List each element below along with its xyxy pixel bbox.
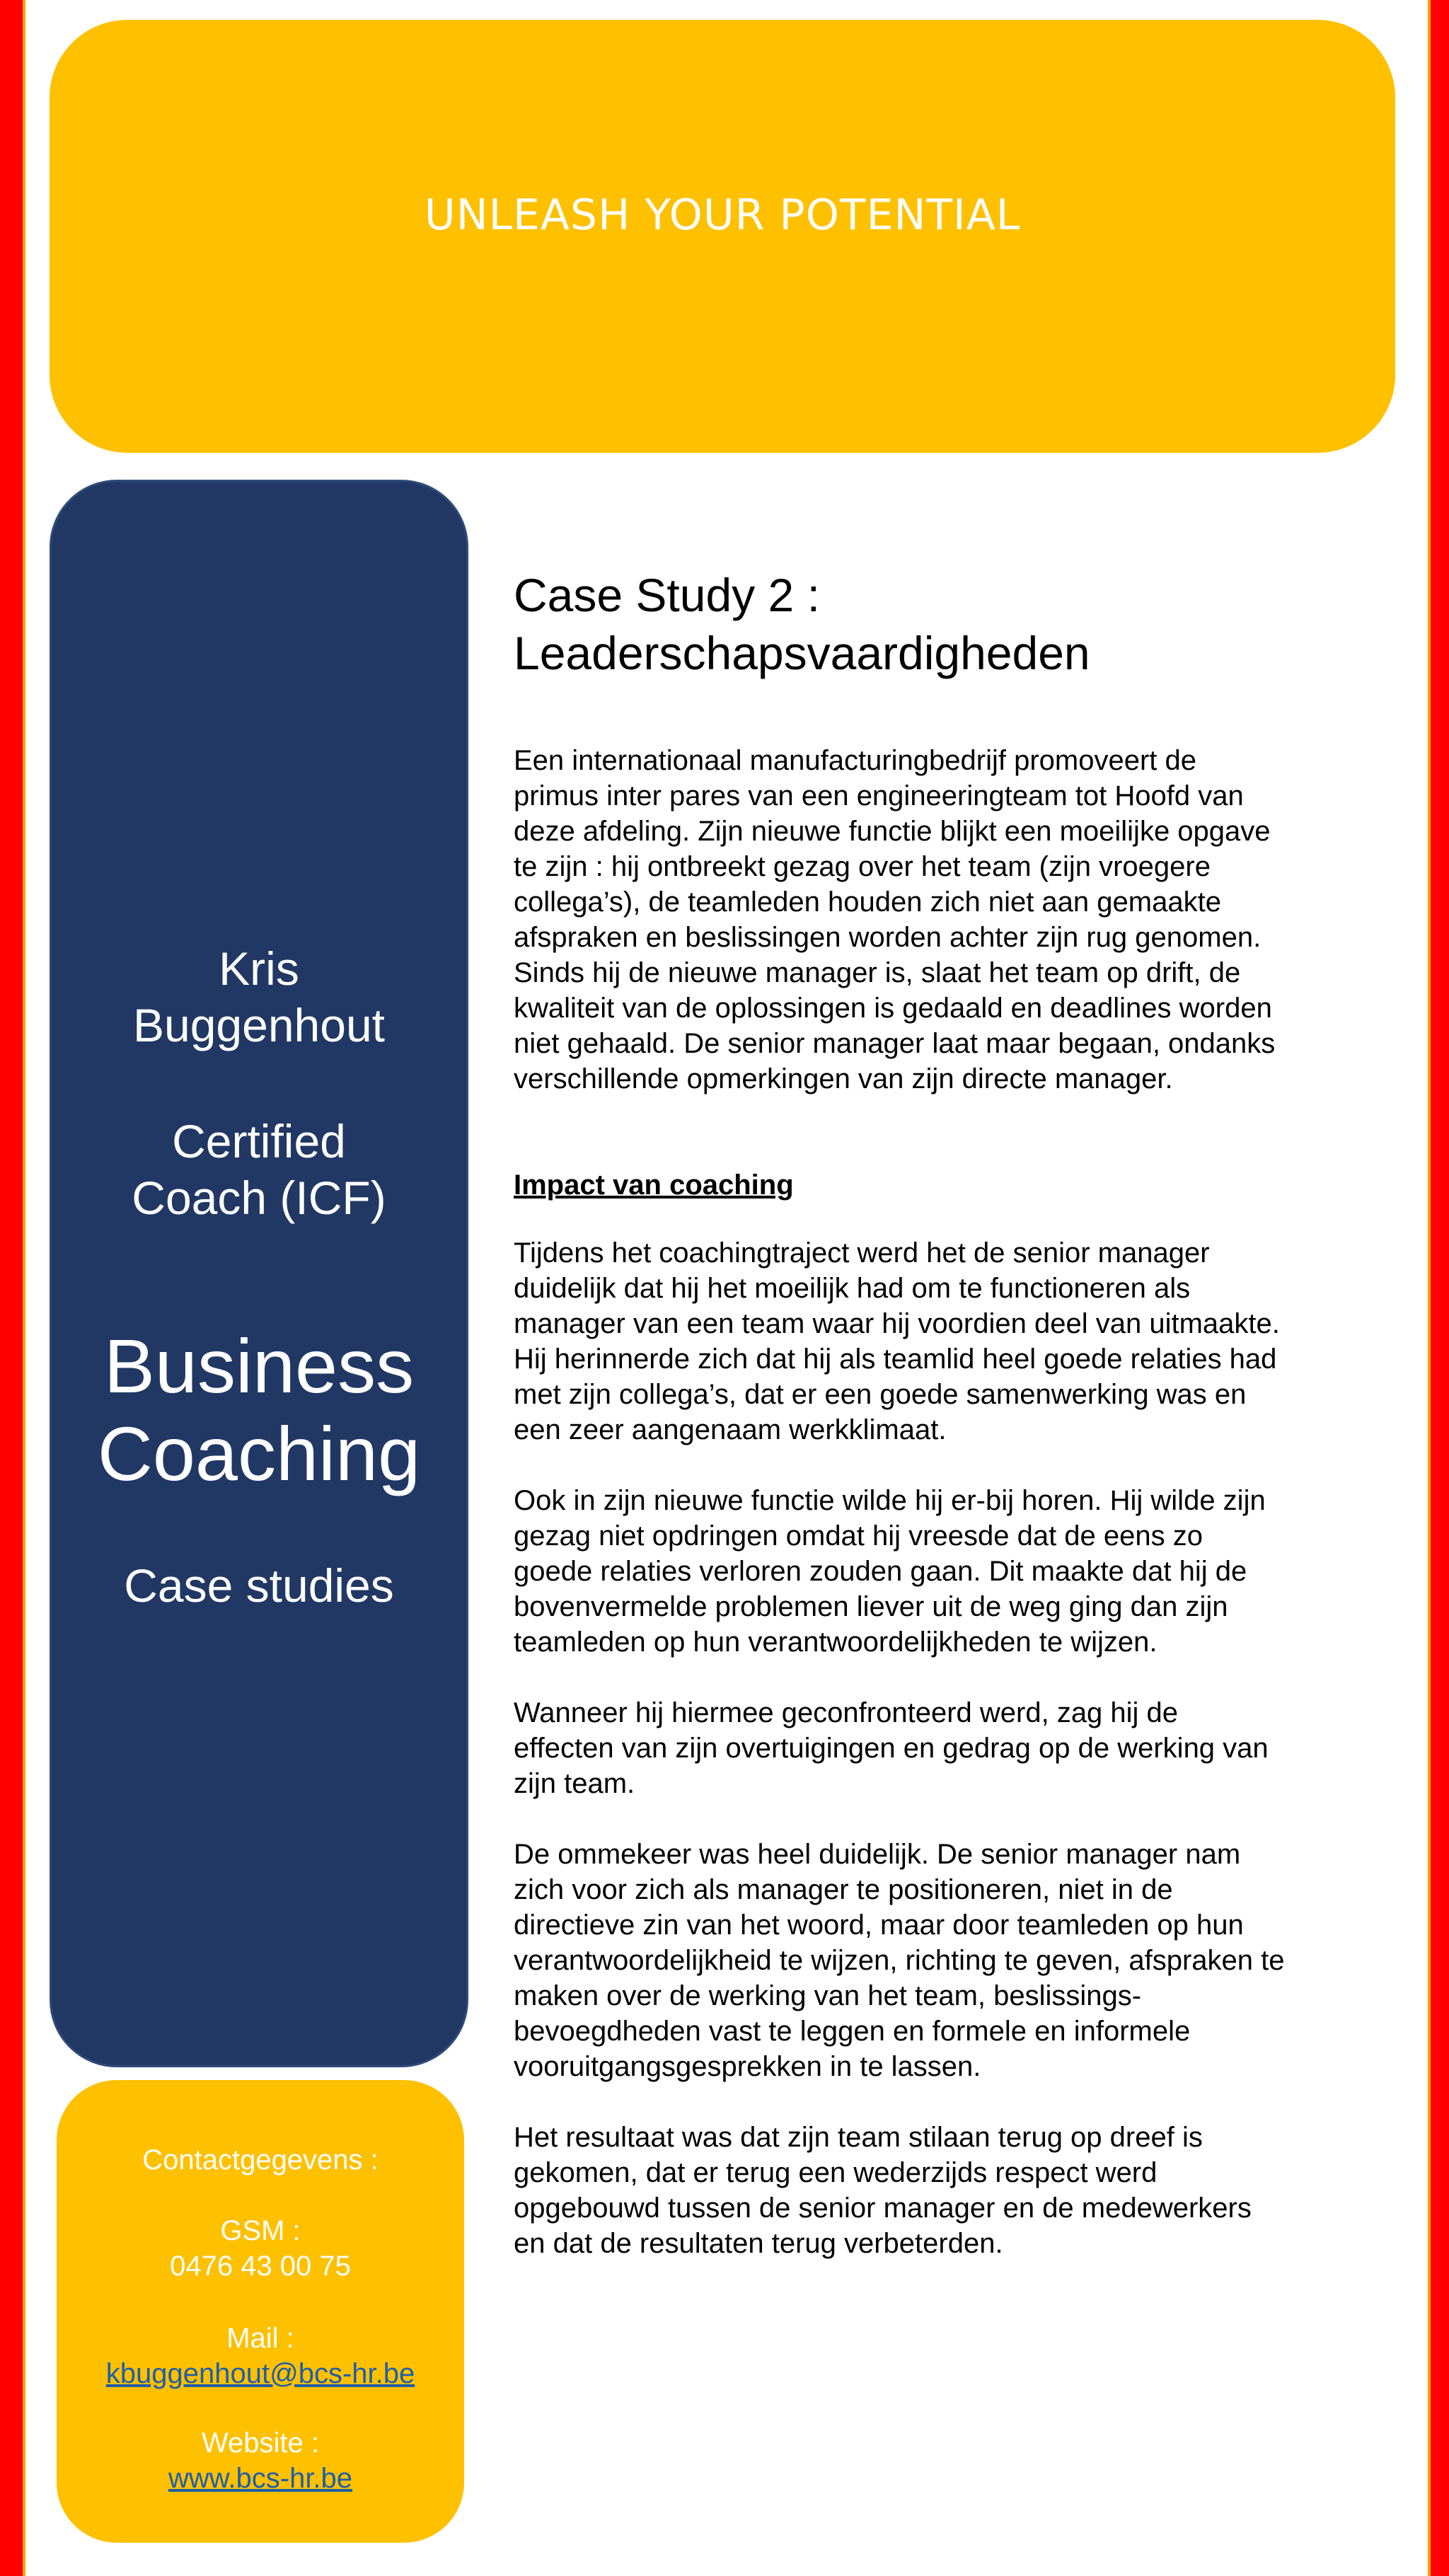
p4-line: verantwoordelijkheid te wijzen, richting te geven, afspraken te — [514, 1945, 1285, 1976]
p4-line: zich voor zich als manager te positioneren, niet in de — [514, 1874, 1173, 1905]
contact-panel — [57, 2080, 464, 2543]
banner-slogan: UNLEASH YOUR POTENTIAL — [424, 190, 1021, 240]
p1-line: met zijn collega’s, dat er een goede samenwerking was en — [514, 1379, 1247, 1410]
cert-line-2: Coach (ICF) — [132, 1172, 386, 1224]
intro-line: afspraken en beslissingen worden achter zijn rug genomen. — [514, 922, 1262, 953]
paragraph-1 — [514, 1235, 1349, 1448]
coach-first-name: Kris — [219, 942, 299, 995]
gsm-value: 0476 43 00 75 — [170, 2251, 351, 2282]
intro-line: primus inter pares van een engineeringteam tot Hoofd van — [514, 780, 1244, 812]
p3-line: Wanneer hij hiermee geconfronteerd werd, zag hij de — [514, 1697, 1179, 1728]
cert-line-1: Certified — [172, 1115, 346, 1167]
p2-line: bovenvermelde problemen liever uit de weg ging dan zijn — [514, 1591, 1228, 1622]
intro-line: kwaliteit van de oplossingen is gedaald en deadlines worden — [514, 993, 1272, 1024]
p1-line: manager van een team waar hij voordien deel van uitmaakte. — [514, 1308, 1280, 1339]
coach-name — [52, 940, 466, 1053]
p1-line: duidelijk dat hij het moeilijk had om te functioneren als — [514, 1273, 1191, 1304]
website-label: Website : — [202, 2427, 319, 2459]
intro-line: Sinds hij de nieuwe manager is, slaat het team op drift, de — [514, 957, 1241, 988]
intro-paragraph — [514, 743, 1349, 1097]
coach-certification — [52, 1113, 466, 1226]
paragraph-3 — [514, 1695, 1349, 1801]
paragraph-4 — [514, 1837, 1349, 2084]
right-border — [1428, 0, 1449, 2576]
gsm-label: GSM : — [220, 2215, 301, 2246]
p4-line: bevoegdheden vast te leggen en formele en informele — [514, 2016, 1191, 2047]
header-banner — [50, 20, 1395, 453]
paragraph-2 — [514, 1483, 1349, 1660]
p3-line: effecten van zijn overtuigingen en gedrag op de werking van — [514, 1733, 1269, 1764]
p5-line: gekomen, dat er terug een wederzijds respect werd — [514, 2157, 1158, 2188]
website-link[interactable]: www.bcs-hr.be — [168, 2463, 353, 2494]
article — [514, 566, 1349, 2261]
intro-line: te zijn : hij ontbreekt gezag over het team (zijn vroegere — [514, 851, 1211, 882]
p5-line: opgebouwd tussen de senior manager en de medewerkers — [514, 2193, 1252, 2224]
p4-line: directieve zin van het woord, maar door teamleden op hun — [514, 1910, 1244, 1941]
paragraph-5 — [514, 2120, 1349, 2261]
business-coaching-title — [52, 1322, 466, 1498]
intro-line: collega’s), de teamleden houden zich niet aan gemaakte — [514, 886, 1221, 918]
title-line-2: Leaderschapsvaardigheden — [514, 627, 1090, 679]
p4-line: maken over de werking van het team, beslissings- — [514, 1980, 1142, 2011]
coach-last-name: Buggenhout — [132, 999, 385, 1051]
p2-line: teamleden op hun verantwoordelijkheden te wijzen. — [514, 1627, 1158, 1658]
p1-line: Tijdens het coachingtraject werd het de senior manager — [514, 1237, 1210, 1269]
impact-heading: Impact van coaching — [514, 1169, 794, 1201]
article-title — [514, 566, 1349, 682]
p4-line: vooruitgangsgesprekken in te lassen. — [514, 2051, 981, 2082]
sidebar-panel — [50, 480, 468, 2067]
p2-line: Ook in zijn nieuwe functie wilde hij er-bij horen. Hij wilde zijn — [514, 1485, 1266, 1516]
intro-line: Een internationaal manufacturingbedrijf promoveert de — [514, 745, 1197, 776]
mail-link[interactable]: kbuggenhout@bcs-hr.be — [105, 2358, 415, 2389]
p3-line: zijn team. — [514, 1768, 635, 1799]
coaching-line: Coaching — [97, 1411, 421, 1496]
intro-line: niet gehaald. De senior manager laat maar begaan, ondanks — [514, 1028, 1276, 1059]
p1-line: een zeer aangenaam werkklimaat. — [514, 1414, 947, 1445]
p2-line: goede relaties verloren zouden gaan. Dit maakte dat hij de — [514, 1556, 1247, 1587]
p5-line: Het resultaat was dat zijn team stilaan terug op dreef is — [514, 2122, 1203, 2153]
intro-line: verschillende opmerkingen van zijn directe manager. — [514, 1063, 1173, 1094]
business-line: Business — [103, 1323, 415, 1409]
p1-line: Hij herinnerde zich dat hij als teamlid heel goede relaties had — [514, 1344, 1277, 1375]
p2-line: gezag niet opdringen omdat hij vreesde dat de eens zo — [514, 1520, 1203, 1552]
mail-label: Mail : — [226, 2323, 294, 2354]
title-line-1: Case Study 2 : — [514, 569, 820, 621]
p5-line: en dat de resultaten terug verbeterden. — [514, 2228, 1003, 2259]
p4-line: De ommekeer was heel duidelijk. De senior manager nam — [514, 1839, 1241, 1870]
contact-heading: Contactgegevens : — [142, 2144, 379, 2176]
case-studies-label: Case studies — [124, 1559, 394, 1612]
left-border — [0, 0, 25, 2576]
intro-line: deze afdeling. Zijn nieuwe functie blijkt een moeilijke opgave — [514, 816, 1271, 847]
